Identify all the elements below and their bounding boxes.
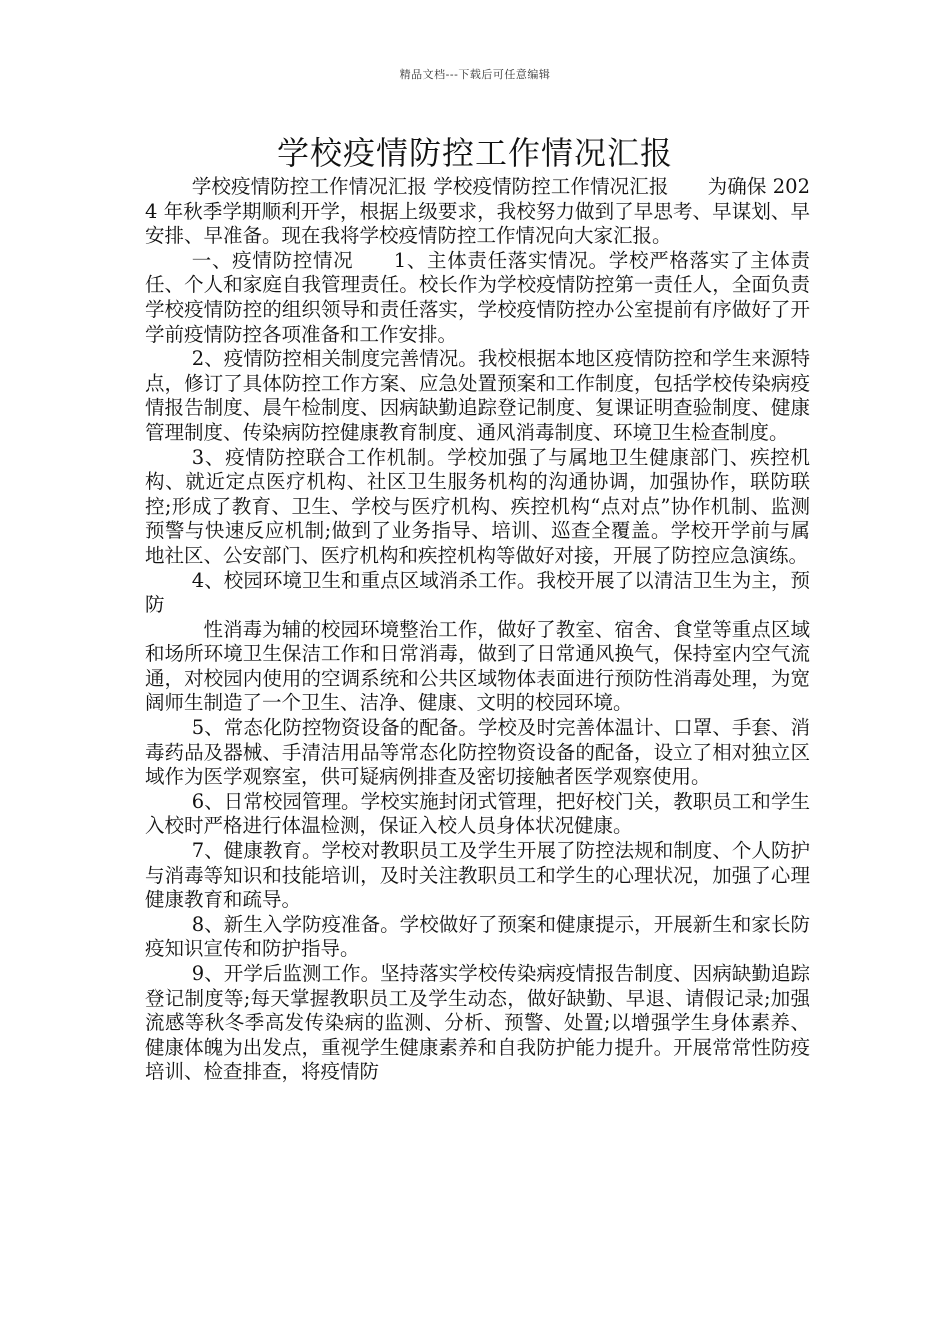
paragraph-section-1: 一、疫情防控情况 1、主体责任落实情况。学校严格落实了主体责任、个人和家庭自我管理责任。校长作为学校疫情防控第一责任人，全面负责学校疫情防控的组织领导和责任落实，学校疫情防控办公室提前有序做好了开学前疫情防控各项准备和工作安排。 (145, 248, 810, 346)
header-note: 精品文档---下载后可任意编辑 (399, 68, 551, 81)
paragraph-item-9: 9、开学后监测工作。坚持落实学校传染病疫情报告制度、因病缺勤追踪登记制度等;每天掌握教职员工及学生动态，做好缺勤、早退、请假记录;加强流感等秋冬季高发传染病的监测、分析、预警、处置;以增强学生身体素养、健康体魄为出发点，重视学生健康素养和自我防护能力提升。开展常常性防疫培训、检查排查，将疫情防 (145, 962, 810, 1084)
paragraph-item-8: 8、新生入学防疫准备。学校做好了预案和健康提示，开展新生和家长防疫知识宣传和防护指导。 (145, 912, 810, 961)
paragraph-item-4-continued: 性消毒为辅的校园环境整治工作，做好了教室、宿舍、食堂等重点区域和场所环境卫生保洁工作和日常消毒，做到了日常通风换气，保持室内空气流通，对校园内使用的空调系统和公共区域物体表面进行预防性消毒处理，为宽阔师生制造了一个卫生、洁净、健康、文明的校园环境。 (145, 617, 810, 715)
paragraph-item-5: 5、常态化防控物资设备的配备。学校及时完善体温计、口罩、手套、消毒药品及器械、手清洁用品等常态化防控物资设备的配备，设立了相对独立区域作为医学观察室，供可疑病例排查及密切接触者医学观察使用。 (145, 716, 810, 789)
paragraph-intro: 学校疫情防控工作情况汇报 学校疫情防控工作情况汇报 为确保 2024 年秋季学期顺利开学，根据上级要求，我校努力做到了早思考、早谋划、早安排、早准备。现在我将学校疫情防控工作情况向大家汇报。 (145, 175, 810, 248)
paragraph-item-2: 2、疫情防控相关制度完善情况。我校根据本地区疫情防控和学生来源特点，修订了具体防控工作方案、应急处置预案和工作制度，包括学校传染病疫情报告制度、晨午检制度、因病缺勤追踪登记制度、复课证明查验制度、健康管理制度、传染病防控健康教育制度、通风消毒制度、环境卫生检查制度。 (145, 347, 810, 444)
paragraph-item-3: 3、疫情防控联合工作机制。学校加强了与属地卫生健康部门、疾控机构、就近定点医疗机构、社区卫生服务机构的沟通协调，加强协作，联防联控;形成了教育、卫生、学校与医疗机构、疾控机构“点对点”协作机制、监测预警与快速反应机制;做到了业务指导、培训、巡查全覆盖。学校开学前与属地社区、公安部门、医疗机构和疾控机构等做好对接，开展了防控应急演练。 (145, 445, 810, 567)
paragraph-item-7: 7、健康教育。学校对教职员工及学生开展了防控法规和制度、个人防护与消毒等知识和技能培训，及时关注教职员工和学生的心理状况，加强了心理健康教育和疏导。 (145, 839, 810, 912)
document-title: 学校疫情防控工作情况汇报 (276, 134, 673, 172)
paragraph-item-6: 6、日常校园管理。学校实施封闭式管理，把好校门关，教职员工和学生入校时严格进行体温检测，保证入校人员身体状况健康。 (145, 789, 810, 838)
paragraph-item-4: 4、校园环境卫生和重点区域消杀工作。我校开展了以清洁卫生为主，预防 (145, 568, 810, 617)
document-body (145, 175, 810, 1085)
